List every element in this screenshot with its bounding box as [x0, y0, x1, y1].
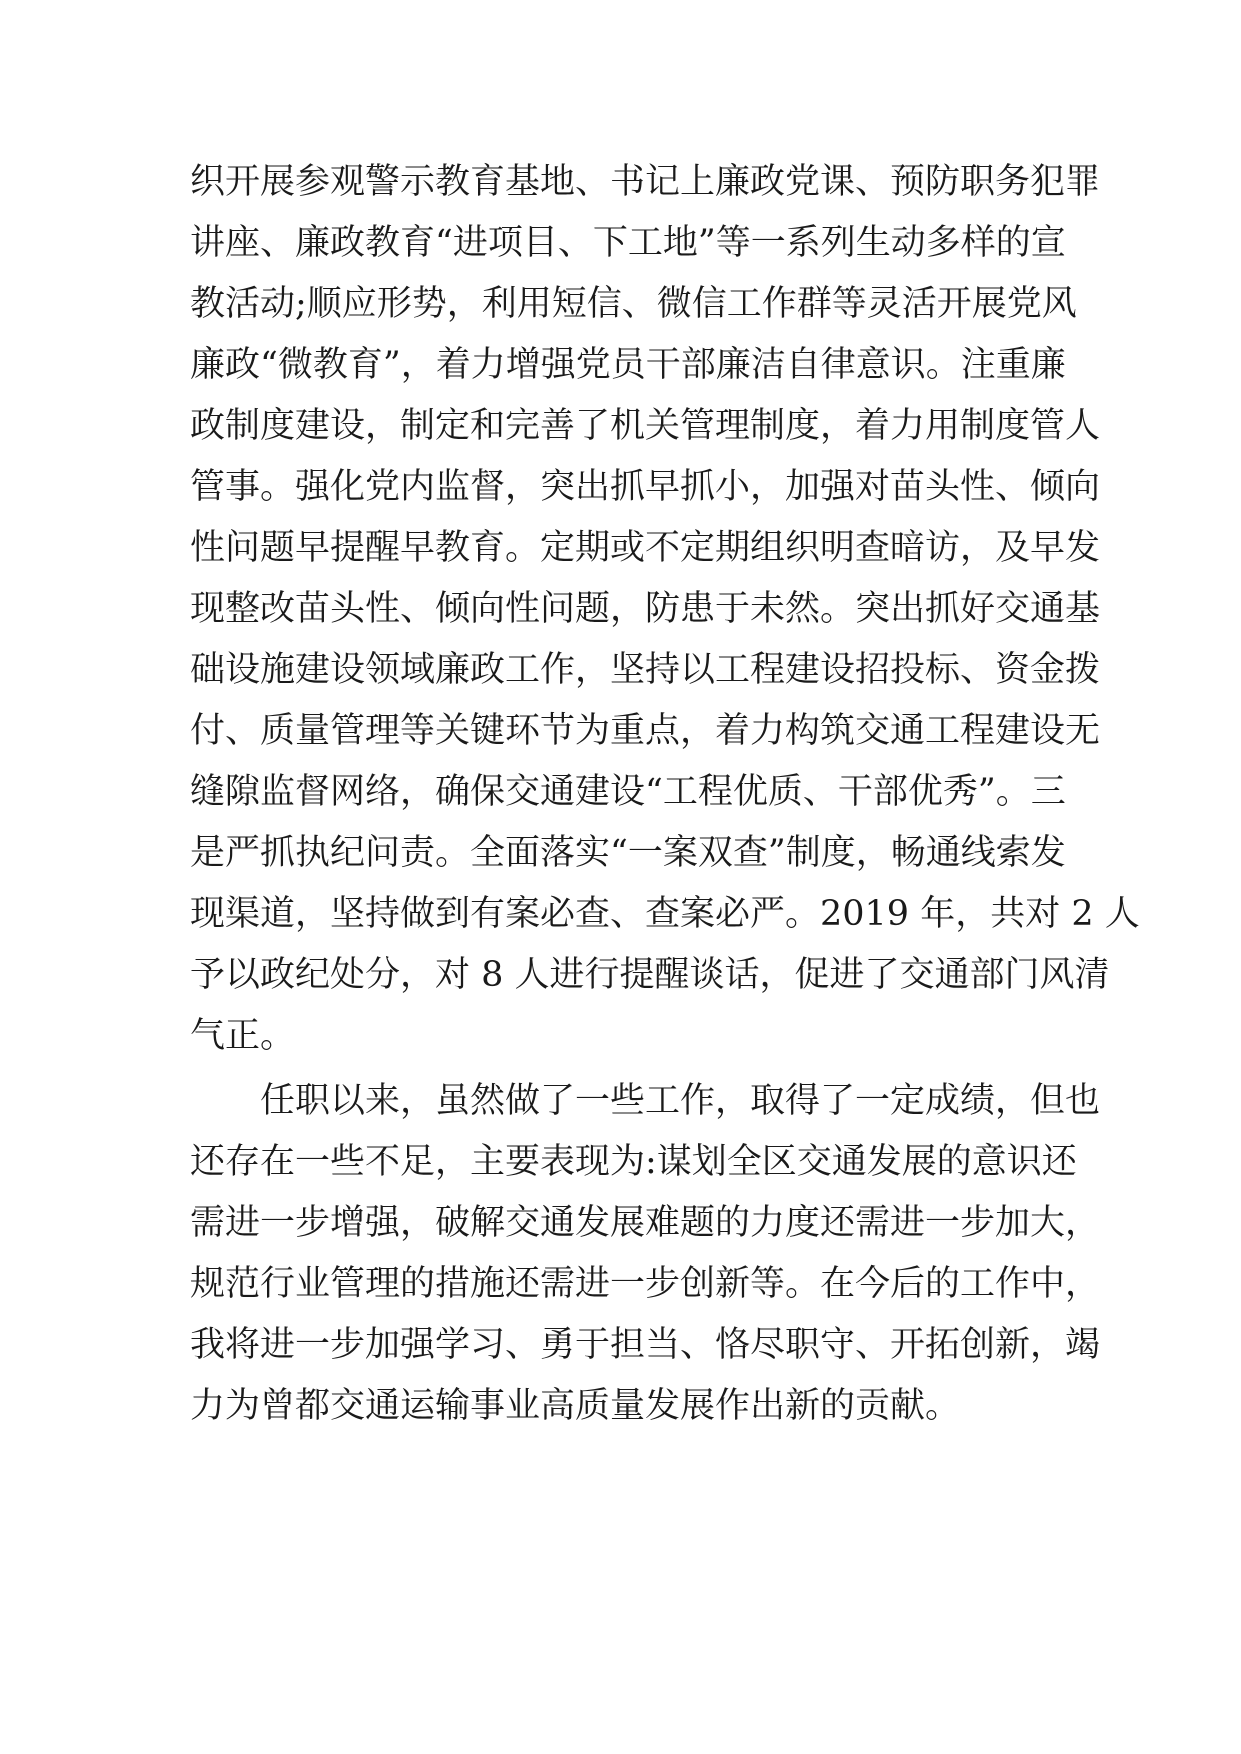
text-line: 性问题早提醒早教育。定期或不定期组织明查暗访，及早发	[190, 528, 1101, 568]
text-line: 还存在一些不足，主要表现为:谋划全区交通发展的意识还	[190, 1142, 1077, 1182]
text-line: 础设施建设领域廉政工作，坚持以工程建设招投标、资金拨	[190, 650, 1101, 690]
text-line: 讲座、廉政教育“进项目、下工地”等一系列生动多样的宣	[190, 223, 1066, 263]
text-line: 织开展参观警示教育基地、书记上廉政党课、预防职务犯罪	[190, 162, 1101, 202]
text-line: 是严抓执纪问责。全面落实“一案双查”制度，畅通线索发	[190, 833, 1066, 873]
document-body	[190, 152, 1140, 1437]
text-line: 现整改苗头性、倾向性问题，防患于未然。突出抓好交通基	[190, 589, 1101, 629]
text-line: 力为曾都交通运输事业高质量发展作出新的贡献。	[190, 1386, 961, 1426]
text-line: 付、质量管理等关键环节为重点，着力构筑交通工程建设无	[190, 711, 1101, 751]
text-line: 缝隙监督网络，确保交通建设“工程优质、干部优秀”。三	[190, 772, 1066, 812]
text-line: 教活动;顺应形势，利用短信、微信工作群等灵活开展党风	[190, 284, 1077, 324]
text-line: 予以政纪处分，对 8 人进行提醒谈话，促进了交通部门风清	[190, 955, 1110, 995]
paragraph-1	[190, 152, 1140, 1067]
text-line: 廉政“微教育”，着力增强党员干部廉洁自律意识。注重廉	[190, 345, 1066, 385]
text-line: 需进一步增强，破解交通发展难题的力度还需进一步加大，	[190, 1203, 1101, 1243]
text-line: 我将进一步加强学习、勇于担当、恪尽职守、开拓创新，竭	[190, 1325, 1101, 1365]
text-line: 现渠道，坚持做到有案必查、查案必严。2019 年，共对 2 人	[190, 894, 1140, 934]
paragraph-2	[190, 1071, 1101, 1437]
text-line: 任职以来，虽然做了一些工作，取得了一定成绩，但也	[190, 1081, 1101, 1121]
text-line: 政制度建设，制定和完善了机关管理制度，着力用制度管人	[190, 406, 1101, 446]
text-line: 气正。	[190, 1016, 296, 1056]
text-line: 管事。强化党内监督，突出抓早抓小，加强对苗头性、倾向	[190, 467, 1101, 507]
text-line: 规范行业管理的措施还需进一步创新等。在今后的工作中，	[190, 1264, 1101, 1304]
